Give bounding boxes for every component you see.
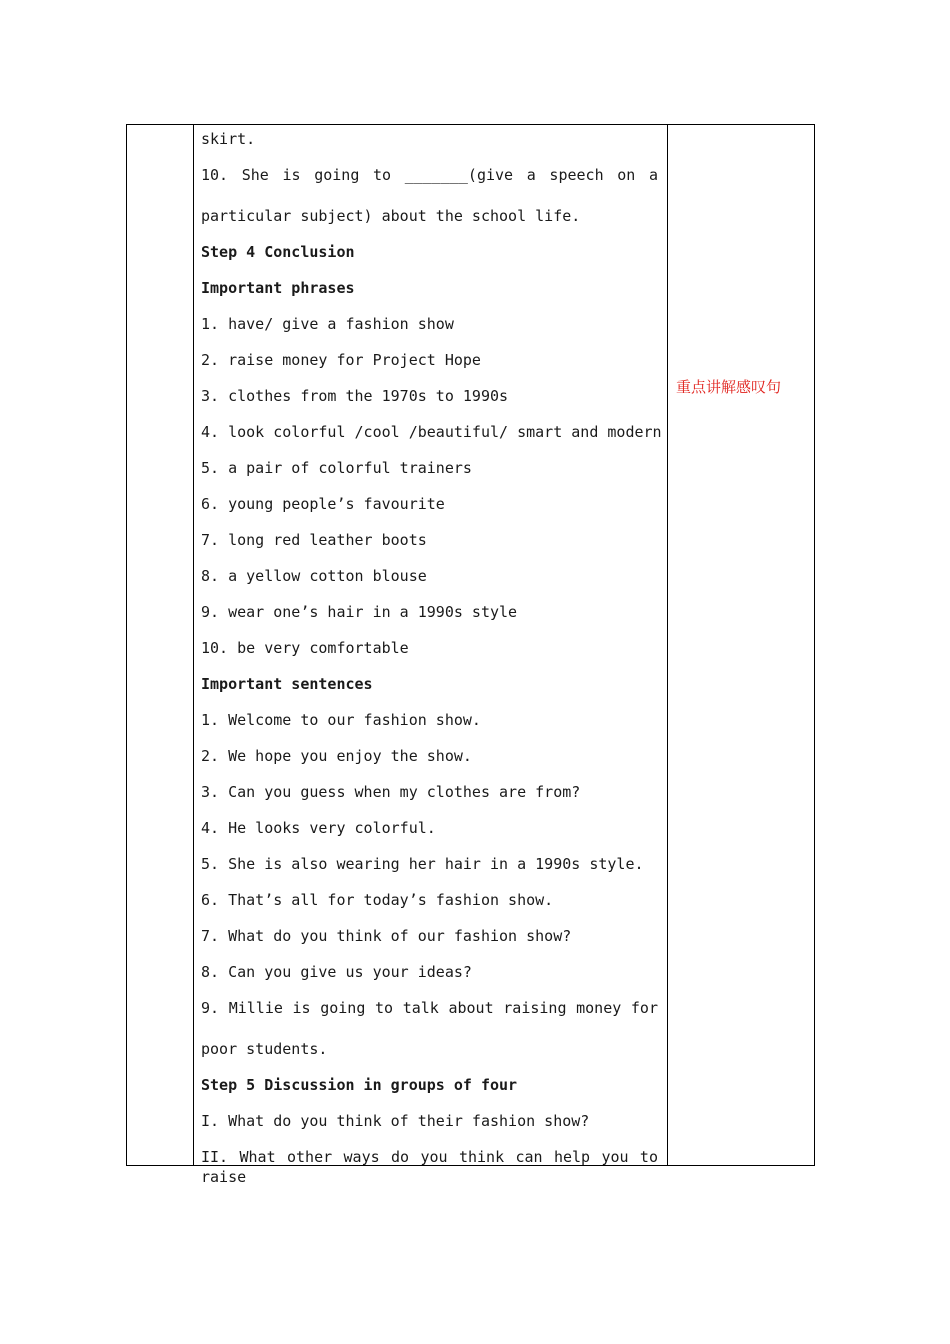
- phrase-item: 1. have/ give a fashion show: [201, 315, 454, 333]
- lesson-table: [126, 124, 815, 1186]
- text-line-skirt: skirt.: [201, 130, 256, 148]
- sentence-item: 4. He looks very colorful.: [201, 819, 436, 837]
- phrases-heading: Important phrases: [201, 279, 355, 297]
- table-column-divider-right: [667, 125, 668, 1165]
- phrase-item: 10. be very comfortable: [201, 639, 409, 657]
- step4-heading: Step 4 Conclusion: [201, 243, 355, 261]
- discussion-question: I. What do you think of their fashion show?: [201, 1112, 590, 1130]
- table-column-divider-left: [193, 125, 194, 1165]
- exercise-item-10-line1: 10. She is going to _______(give a speech on a: [201, 166, 658, 184]
- sentence-item: 1. Welcome to our fashion show.: [201, 711, 481, 729]
- phrase-item: 7. long red leather boots: [201, 531, 427, 549]
- sentence-item: 6. That’s all for today’s fashion show.: [201, 891, 554, 909]
- sentence-item: 2. We hope you enjoy the show.: [201, 747, 472, 765]
- sentence-item: 3. Can you guess when my clothes are from?: [201, 783, 581, 801]
- step5-heading: Step 5 Discussion in groups of four: [201, 1076, 518, 1094]
- exercise-item-10-line2: particular subject) about the school life.: [201, 207, 581, 225]
- sentence-item-9-line2: poor students.: [201, 1040, 328, 1058]
- phrase-item: 4. look colorful /cool /beautiful/ smart and modern: [201, 423, 662, 441]
- sentence-item: 8. Can you give us your ideas?: [201, 963, 472, 981]
- phrase-item: 8. a yellow cotton blouse: [201, 567, 427, 585]
- sentence-item: 7. What do you think of our fashion show?: [201, 927, 572, 945]
- teaching-note: 重点讲解感叹句: [676, 378, 782, 396]
- sentence-item: 5. She is also wearing her hair in a 1990s style.: [201, 855, 644, 873]
- discussion-question: II. What other ways do you think can help you to raise: [201, 1148, 658, 1186]
- phrase-item: 3. clothes from the 1970s to 1990s: [201, 387, 509, 405]
- sentences-heading: Important sentences: [201, 675, 373, 693]
- phrase-item: 9. wear one’s hair in a 1990s style: [201, 603, 518, 621]
- phrase-item: 2. raise money for Project Hope: [201, 351, 481, 369]
- phrase-item: 6. young people’s favourite: [201, 495, 445, 513]
- phrase-item: 5. a pair of colorful trainers: [201, 459, 472, 477]
- sentence-item-9-line1: 9. Millie is going to talk about raising money for: [201, 999, 658, 1017]
